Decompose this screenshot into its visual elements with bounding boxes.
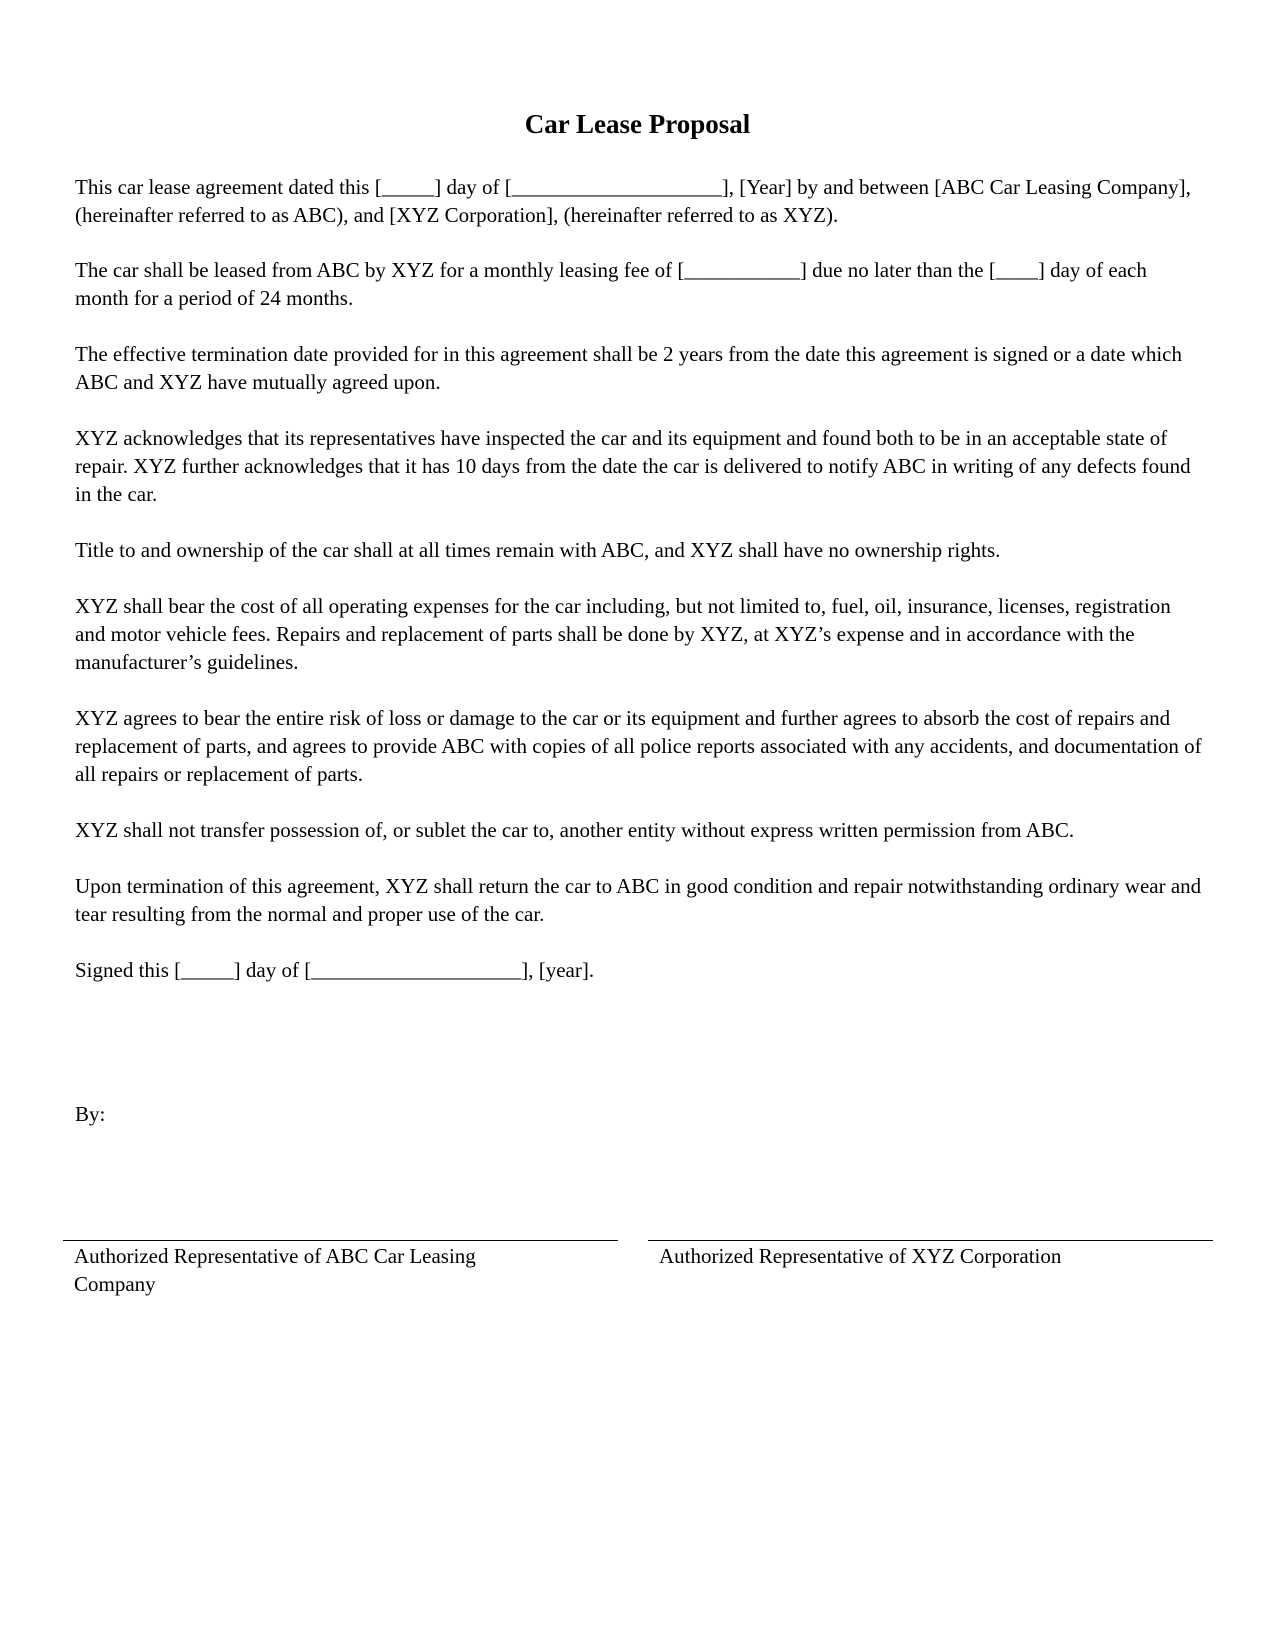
by-label: By: [75,1102,106,1126]
signature-block-abc [63,1240,618,1298]
document-title: Car Lease Proposal [524,109,751,139]
paragraph-operating-expenses: XYZ shall bear the cost of all operating expenses for the car including, but not limited to, fuel, oil, insurance, licenses, registration and motor vehicle fees. Repairs and replacement of parts shall be done by XYZ, at XYZ’s expense and in accordance with the manufacturer’s guidelines. [75,594,1171,674]
paragraph-return-of-car: Upon termination of this agreement, XYZ shall return the car to ABC in good condition and repair notwithstanding ordinary wear and tear resulting from the normal and proper use of the car. [75,874,1202,926]
paragraph-lease-parties: This car lease agreement dated this [_____] day of [____________________], [Year] by and between [ABC Car Leasing Company], (hereinafter referred to as ABC), and [XYZ Corporation], (hereinafter referred to as XYZ). [75,175,1191,227]
signature-caption-abc: Authorized Representative of ABC Car Leasing Company [74,1244,476,1296]
paragraph-risk-of-loss: XYZ agrees to bear the entire risk of loss or damage to the car or its equipment and further agrees to absorb the cost of repairs and replacement of parts, and agrees to provide ABC with copies of all police reports associated with any accidents, and documentation of all repairs or replacement of parts. [75,706,1202,786]
paragraph-monthly-fee: The car shall be leased from ABC by XYZ for a monthly leasing fee of [___________] due no later than the [____] day of each month for a period of 24 months. [75,258,1147,310]
paragraph-ownership: Title to and ownership of the car shall at all times remain with ABC, and XYZ shall have no ownership rights. [75,538,1001,562]
paragraph-termination-date: The effective termination date provided for in this agreement shall be 2 years from the date this agreement is signed or a date which ABC and XYZ have mutually agreed upon. [75,342,1182,394]
paragraph-inspection: XYZ acknowledges that its representatives have inspected the car and its equipment and found both to be in an acceptable state of repair. XYZ further acknowledges that it has 10 days from the date the car is delivered to notify ABC in writing of any defects found in the car. [75,426,1191,506]
signature-caption-xyz: Authorized Representative of XYZ Corporation [659,1244,1062,1268]
paragraph-no-transfer: XYZ shall not transfer possession of, or sublet the car to, another entity without express written permission from ABC. [75,818,1075,842]
signature-block-xyz [648,1240,1213,1270]
paragraph-signed-date: Signed this [_____] day of [____________________], [year]. [75,958,595,982]
